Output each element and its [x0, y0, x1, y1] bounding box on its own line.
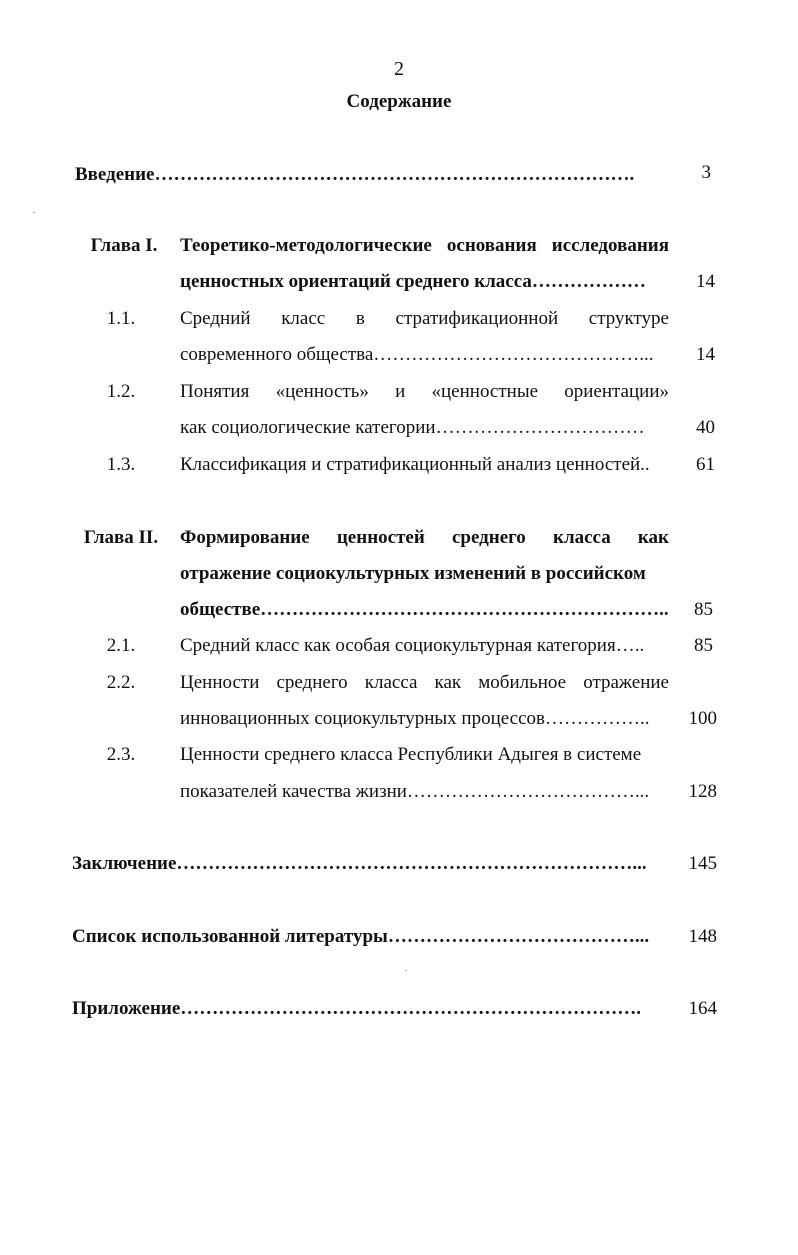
section-1-2-page: 40	[696, 417, 715, 438]
section-1-3-page: 61	[696, 454, 715, 475]
scan-speck	[33, 212, 35, 213]
chapter-1-page: 14	[696, 271, 715, 292]
introduction-label: Введение………………………………………………………………….	[75, 164, 635, 185]
section-1-3-line1: Классификация и стратификационный анализ ценностей..	[180, 454, 650, 475]
section-1-3-number: 1.3.	[106, 454, 136, 475]
chapter-2-title-line3: обществе………………………………………………………..	[180, 599, 669, 620]
section-2-2-number: 2.2.	[106, 672, 136, 693]
references-page: 148	[688, 926, 717, 947]
references-label: Список использованной литературы…………………………………...	[72, 926, 650, 947]
section-1-2-line1: Понятия «ценность» и «ценностные ориентации»	[180, 381, 669, 402]
section-2-2-page: 100	[688, 708, 717, 729]
chapter-1-title-line1: Теоретико-методологические основания исследования	[180, 235, 669, 256]
section-1-2-number: 1.2.	[106, 381, 136, 402]
section-2-1-page: 85	[694, 635, 713, 656]
appendix-page: 164	[688, 998, 717, 1019]
section-2-1-number: 2.1.	[106, 635, 136, 656]
chapter-2-label: Глава II.	[83, 527, 159, 548]
section-1-2-line2: как социологические категории……………………………	[180, 417, 645, 438]
chapter-1-label: Глава I.	[90, 235, 158, 256]
section-1-1-page: 14	[696, 344, 715, 365]
page-number: 2	[394, 58, 404, 80]
section-1-1-line2: современного общества……………………………………...	[180, 344, 654, 365]
section-2-3-number: 2.3.	[106, 744, 136, 765]
toc-title: Содержание	[346, 91, 452, 112]
chapter-1-title-line2: ценностных ориентаций среднего класса………………	[180, 271, 646, 292]
chapter-2-title-line1: Формирование ценностей среднего класса как	[180, 527, 669, 548]
section-1-1-line1: Средний класс в стратификационной структуре	[180, 308, 669, 329]
section-2-3-line1: Ценности среднего класса Республики Адыгея в системе	[180, 744, 642, 765]
introduction-page: 3	[701, 162, 711, 183]
section-2-1-line1: Средний класс как особая социокультурная категория…..	[180, 635, 645, 656]
conclusion-page: 145	[688, 853, 717, 874]
scan-speck	[405, 970, 407, 971]
chapter-2-page: 85	[694, 599, 713, 620]
chapter-2-title-line2: отражение социокультурных изменений в российском	[180, 563, 646, 584]
section-2-3-line2: показателей качества жизни………………………………...	[180, 781, 650, 802]
section-1-1-number: 1.1.	[106, 308, 136, 329]
section-2-3-page: 128	[688, 781, 717, 802]
appendix-label: Приложение……………………………………………………………….	[72, 998, 642, 1019]
section-2-2-line1: Ценности среднего класса как мобильное отражение	[180, 672, 669, 693]
conclusion-label: Заключение………………………………………………………………...	[72, 853, 647, 874]
section-2-2-line2: инновационных социокультурных процессов……………..	[180, 708, 650, 729]
